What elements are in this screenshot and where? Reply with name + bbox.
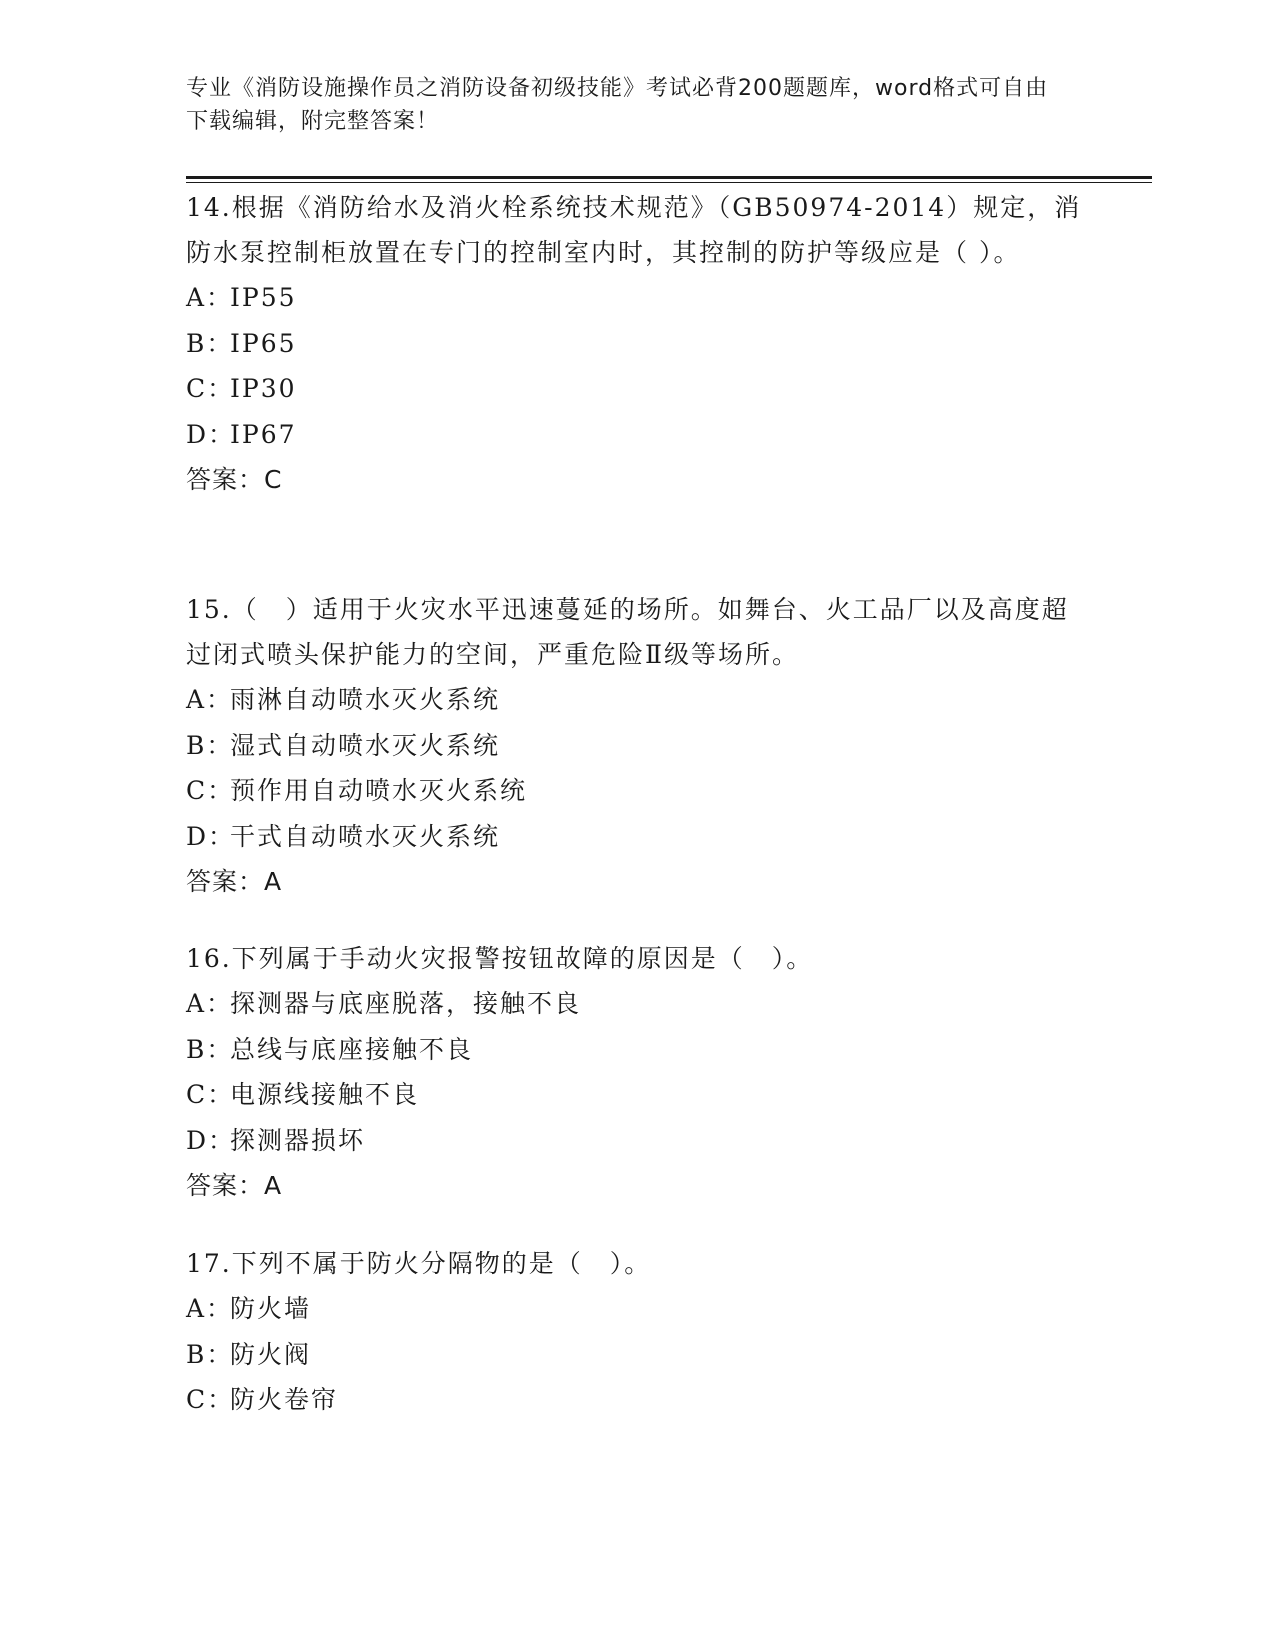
option-text: 干式自动喷水灭火系统 — [230, 821, 501, 851]
option-b — [186, 723, 1086, 769]
option-a — [186, 981, 1086, 1027]
option-text: 总线与底座接触不良 — [230, 1034, 474, 1064]
question-14 — [186, 185, 1086, 503]
option-key: D： — [186, 419, 236, 449]
option-b — [186, 1332, 1086, 1378]
option-text: 湿式自动喷水灭火系统 — [230, 730, 501, 760]
option-a — [186, 677, 1086, 723]
option-text: 探测器与底座脱落，接触不良 — [230, 989, 582, 1018]
option-key: B： — [186, 1034, 234, 1064]
option-a — [186, 275, 1086, 321]
question-stem: 14.根据《消防给水及消火栓系统技术规范》（GB50974-2014）规定，消防水泵控制柜放置在专门的控制室内时，其控制的防护等级应是（ ）。 — [186, 193, 1082, 267]
option-c — [186, 366, 1086, 412]
header-text: 专业《消防设施操作员之消防设备初级技能》考试必背200题题库，word格式可自由下载编辑，附完整答案！ — [186, 76, 1049, 134]
option-key: C： — [186, 1385, 235, 1414]
answer-line: 答案：A — [186, 867, 283, 896]
question-16 — [186, 936, 1086, 1209]
option-text: 电源线接触不良 — [230, 1080, 420, 1109]
option-text: IP65 — [230, 328, 297, 358]
option-key: C： — [186, 1080, 235, 1109]
header-divider-thin — [186, 182, 1152, 183]
header-divider-thick — [186, 176, 1152, 179]
answer-line: 答案：A — [186, 1171, 283, 1200]
option-b — [186, 321, 1086, 367]
option-key: A： — [186, 989, 234, 1018]
option-text: IP55 — [230, 283, 297, 312]
option-d — [186, 814, 1086, 860]
question-stem: 15.（ ）适用于火灾水平迅速蔓延的场所。如舞台、火工品厂以及高度超过闭式喷头保护能力的空间，严重危险Ⅱ级等场所。 — [186, 595, 1069, 669]
option-key: D： — [186, 1125, 236, 1155]
option-b — [186, 1027, 1086, 1073]
option-d — [186, 1118, 1086, 1164]
option-key: B： — [186, 328, 234, 358]
option-key: A： — [186, 685, 234, 714]
option-text: 防火墙 — [230, 1294, 312, 1323]
option-c — [186, 768, 1086, 814]
question-stem: 16.下列属于手动火灾报警按钮故障的原因是（ ）。 — [186, 944, 814, 973]
option-text: 防火阀 — [230, 1339, 312, 1369]
question-stem: 17.下列不属于防火分隔物的是（ ）。 — [186, 1249, 652, 1278]
option-key: C： — [186, 776, 235, 805]
option-c — [186, 1377, 1086, 1423]
option-text: 探测器损坏 — [230, 1125, 366, 1155]
option-text: IP30 — [230, 374, 297, 403]
option-key: A： — [186, 283, 234, 312]
option-text: 雨淋自动喷水灭火系统 — [230, 685, 501, 714]
option-text: 预作用自动喷水灭火系统 — [230, 776, 528, 805]
question-15 — [186, 587, 1086, 905]
answer-line: 答案：C — [186, 465, 283, 494]
question-17 — [186, 1241, 1086, 1423]
option-c — [186, 1072, 1086, 1118]
option-text: IP67 — [230, 419, 297, 449]
option-key: C： — [186, 374, 235, 403]
option-key: B： — [186, 1339, 234, 1369]
option-key: D： — [186, 821, 236, 851]
document-header — [186, 72, 1066, 138]
option-key: B： — [186, 730, 234, 760]
option-a — [186, 1286, 1086, 1332]
option-d — [186, 412, 1086, 458]
option-key: A： — [186, 1294, 234, 1323]
option-text: 防火卷帘 — [230, 1385, 339, 1414]
